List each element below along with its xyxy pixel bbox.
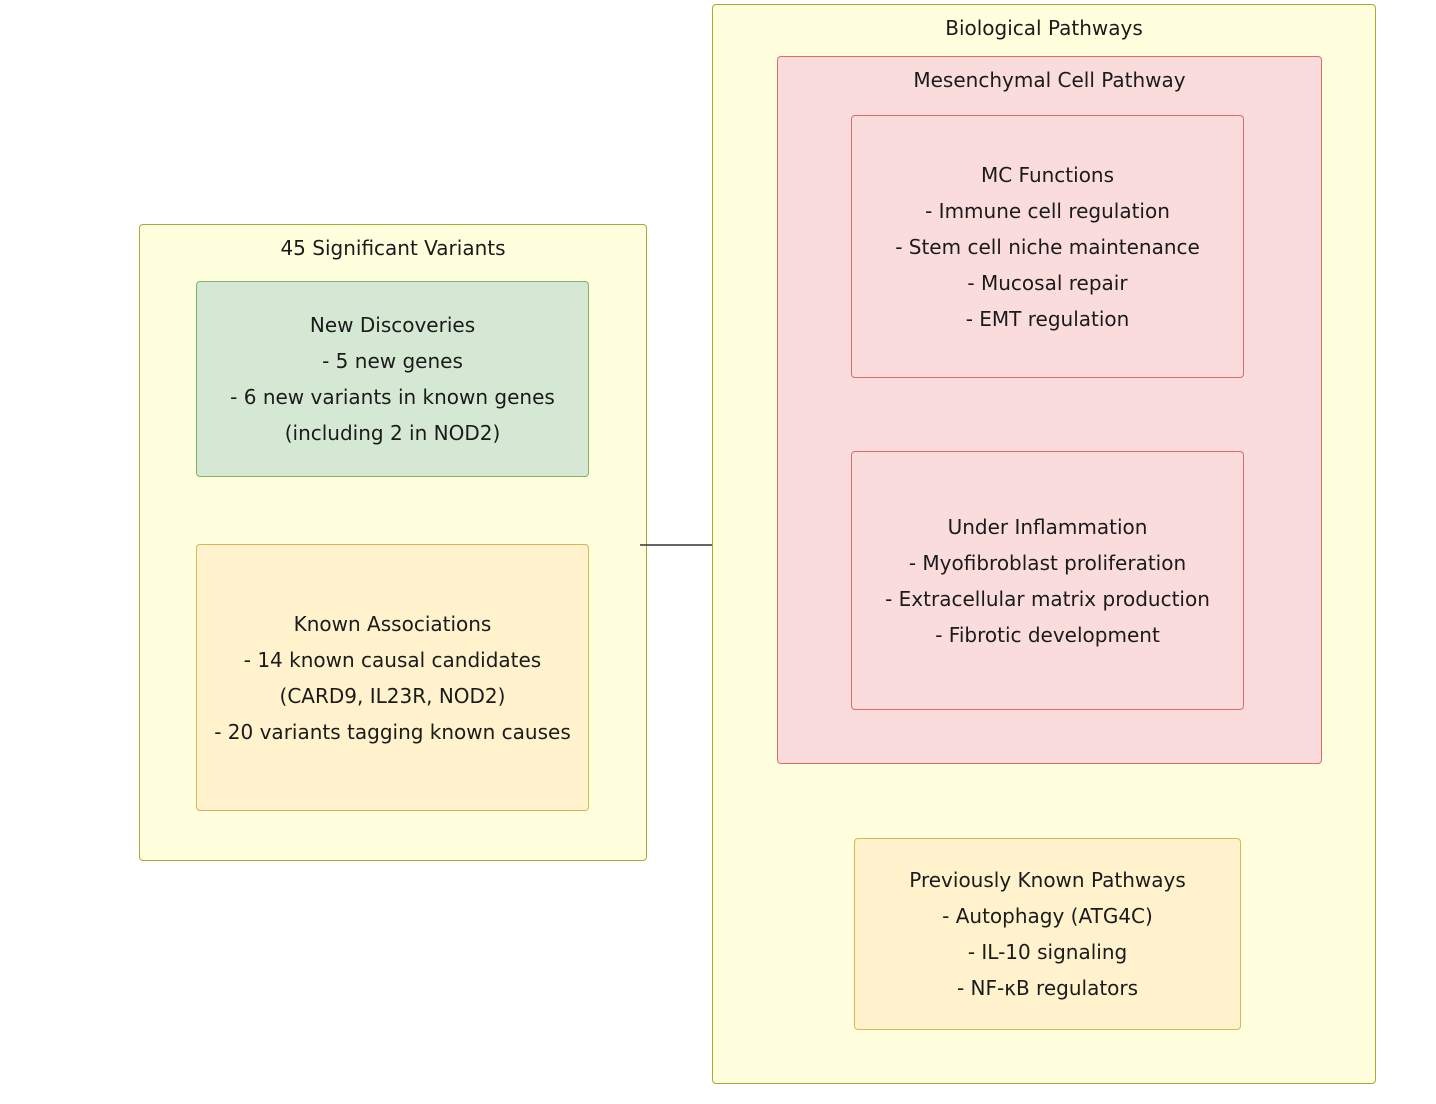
node-mc-functions-title: MC Functions bbox=[980, 162, 1115, 187]
node-previously-known-pathways-line-2: - IL-10 signaling bbox=[967, 940, 1128, 964]
node-mc-functions[interactable] bbox=[851, 115, 1244, 378]
cluster-mesenchymal-cell-pathway-title: Mesenchymal Cell Pathway bbox=[913, 68, 1186, 92]
node-known-associations-line-1: - 14 known causal candidates (CARD9, IL23R, NOD2) bbox=[243, 647, 542, 708]
cluster-significant-variants-title: 45 Significant Variants bbox=[280, 236, 506, 260]
node-new-discoveries-line-1: - 5 new genes bbox=[322, 349, 463, 373]
node-previously-known-pathways-line-3: - NF-κB regulators bbox=[956, 976, 1139, 1000]
node-under-inflammation-title: Under Inflammation bbox=[947, 514, 1148, 539]
node-mc-functions-line-3: - Mucosal repair bbox=[967, 270, 1128, 295]
node-under-inflammation-line-1: - Myofibroblast proliferation bbox=[908, 550, 1187, 575]
node-known-associations-line-2: - 20 variants tagging known causes bbox=[214, 719, 571, 744]
node-previously-known-pathways-title: Previously Known Pathways bbox=[909, 868, 1186, 892]
node-under-inflammation-line-2: - Extracellular matrix production bbox=[885, 586, 1210, 611]
node-known-associations-title: Known Associations bbox=[293, 611, 492, 636]
node-previously-known-pathways-line-1: - Autophagy (ATG4C) bbox=[942, 904, 1153, 928]
node-known-associations[interactable] bbox=[196, 544, 589, 811]
node-new-discoveries-line-2: - 6 new variants in known genes (including 2 in NOD2) bbox=[230, 385, 555, 445]
node-mc-functions-line-1: - Immune cell regulation bbox=[925, 198, 1170, 223]
node-mc-functions-line-2: - Stem cell niche maintenance bbox=[895, 234, 1200, 259]
node-under-inflammation[interactable] bbox=[851, 451, 1244, 710]
node-new-discoveries[interactable] bbox=[196, 281, 589, 477]
node-under-inflammation-line-3: - Fibrotic development bbox=[935, 622, 1160, 647]
node-new-discoveries-title: New Discoveries bbox=[309, 313, 476, 337]
node-mc-functions-line-4: - EMT regulation bbox=[965, 306, 1130, 331]
node-previously-known-pathways[interactable] bbox=[854, 838, 1241, 1030]
cluster-biological-pathways-title: Biological Pathways bbox=[945, 16, 1143, 40]
